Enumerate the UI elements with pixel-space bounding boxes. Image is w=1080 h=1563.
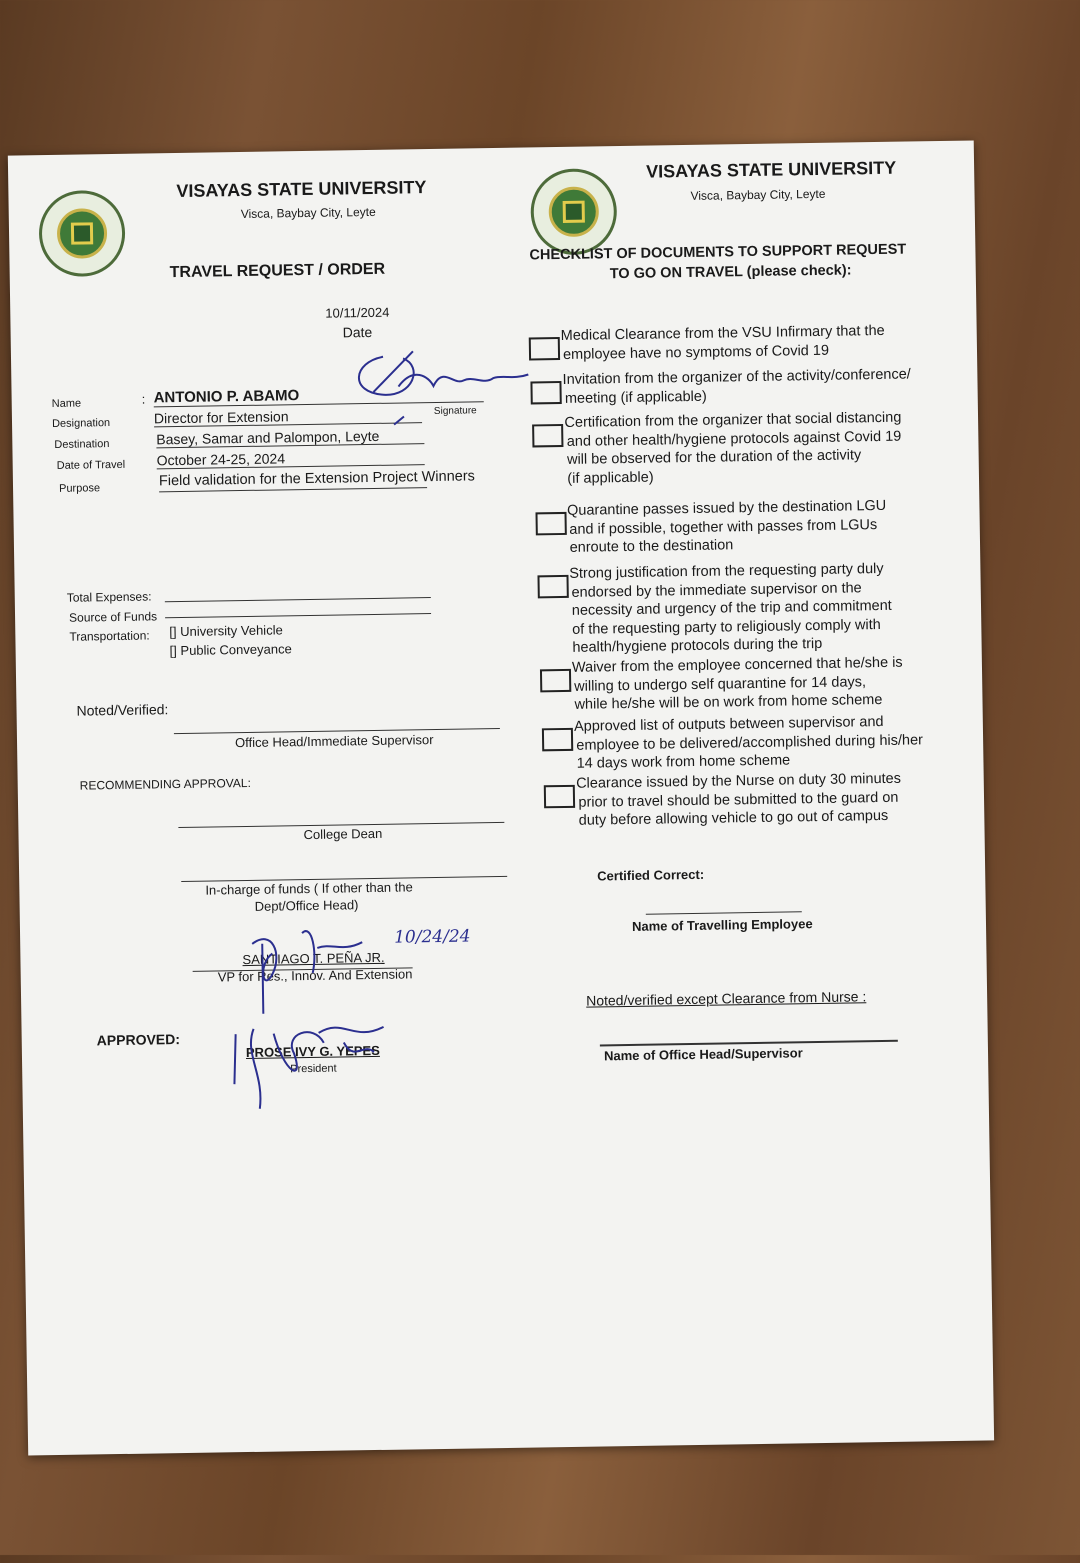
checklist-checkbox[interactable] [542,728,573,751]
form-title: TRAVEL REQUEST / ORDER [169,260,386,282]
purpose-label: Purpose [58,482,101,495]
checklist-item-line: employee have no symptoms of Covid 19 [562,342,830,363]
noted-except-nurse-label: Noted/verified except Clearance from Nurse : [586,988,867,1009]
checklist-item [569,560,892,658]
university-address-right: Visca, Baybay City, Leyte [690,186,826,203]
checklist-item-line: 14 days work from home scheme [576,752,791,772]
applicant-signature [343,344,534,427]
colon: : [141,391,146,407]
checklist-item [561,322,886,364]
checklist-item [576,770,902,831]
checklist-checkbox[interactable] [532,424,563,447]
checklist-item-line: Certification from the organizer that social distancing [564,409,902,431]
checklist-checkbox[interactable] [535,512,566,535]
signature-label: Signature [433,405,477,417]
president-signature [223,1012,405,1115]
incharge-label-2: Dept/Office Head) [254,897,359,914]
university-name-left: VISAYAS STATE UNIVERSITY [176,177,427,202]
checklist-item [562,365,911,407]
designation-value: Director for Extension [154,406,422,427]
checklist-item [574,712,923,773]
checklist-title-1: CHECKLIST OF DOCUMENTS TO SUPPORT REQUEST [529,241,907,264]
recommending-approval-label: RECOMMENDING APPROVAL: [79,775,251,793]
approved-label: APPROVED: [96,1031,181,1049]
name-value: ANTONIO P. ABAMO [154,384,484,407]
checklist-item-line: while he/she will be on work from home scheme [574,691,883,713]
checklist-item-line: will be observed for the duration of the activity [566,447,862,468]
purpose-value: Field validation for the Extension Project Winners [158,468,475,490]
date-of-travel-label: Date of Travel [56,458,126,472]
checklist-item-line: Waiver from the employee concerned that he/she is [571,654,903,676]
checklist-item-line: and if possible, together with passes from LGUs [569,516,878,538]
checklist-item-line: prior to travel should be submitted to the guard on [578,789,899,811]
president-name: PROSE IVY G. YEPES [245,1042,380,1061]
source-of-funds-label: Source of Funds [68,609,158,625]
checklist-checkbox[interactable] [531,381,562,404]
date-of-travel-value: October 24-25, 2024 [156,448,424,469]
checklist-item [572,654,904,715]
checklist-checkbox[interactable] [540,669,571,692]
checklist-item-line: health/hygiene protocols during the trip [572,635,823,656]
travelling-employee-label: Name of Travelling Employee [631,916,813,934]
office-head-label: Office Head/Immediate Supervisor [234,732,434,751]
checklist-checkbox[interactable] [537,575,568,598]
checklist-title-2: TO GO ON TRAVEL (please check): [609,262,852,283]
checklist-item-line: willing to undergo self quarantine for 14 days, [574,673,867,695]
checklist-item-line: meeting (if applicable) [564,388,707,407]
designation-label: Designation [51,417,111,430]
checklist-item-line: necessity and urgency of the trip and commitment [571,597,892,619]
college-dean-label: College Dean [303,825,383,843]
date-label: Date [342,323,373,341]
option-public-conveyance[interactable]: [] Public Conveyance [169,641,292,659]
checklist-item-line: Strong justification from the requesting party duly [569,560,884,582]
destination-label: Destination [54,438,110,451]
checklist-item-line: (if applicable) [567,469,654,487]
checklist-item-line: endorsed by the immediate supervisor on the [571,579,862,601]
university-address-left: Visca, Baybay City, Leyte [240,204,376,221]
president-title: President [290,1062,337,1076]
checklist-item-line: Clearance issued by the Nurse on duty 30 minutes [576,770,902,792]
incharge-label-1: In-charge of funds ( If other than the [205,879,413,898]
certified-correct-label: Certified Correct: [597,866,705,884]
vp-signature [242,922,374,1024]
checklist-item-line: and other health/hygiene protocols against Covid 19 [566,428,902,450]
checklist-item-line: of the requesting party to religiously comply with [571,616,881,638]
total-expenses-label: Total Expenses: [66,589,152,605]
checklist-item-line: employee to be delivered/accomplished during his/her [576,731,924,754]
checklist-item [567,497,887,558]
option-university-vehicle[interactable]: [] University Vehicle [169,622,283,640]
transportation-label: Transportation: [69,628,150,644]
checklist-item-line: enroute to the destination [569,537,734,556]
destination-value: Basey, Samar and Palompon, Leyte [156,427,424,448]
checklist-item-line: Invitation from the organizer of the activity/conference/ [562,366,911,388]
checklist-item-line: duty before allowing vehicle to go out of campus [578,807,889,829]
checklist-item-line: Approved list of outputs between supervisor and [573,713,884,735]
university-name-right: VISAYAS STATE UNIVERSITY [645,157,897,182]
name-label: Name [51,397,82,410]
checklist-item-line: Quarantine passes issued by the destination LGU [566,497,887,519]
vp-title: VP for Res., Innov. And Extension [217,966,413,985]
vp-name: SANTIAGO T. PEÑA JR. [242,949,385,968]
noted-verified-label: Noted/Verified: [76,701,169,719]
vp-handwritten-date: 10/24/24 [393,926,471,948]
checklist-checkbox[interactable] [544,785,575,808]
checklist-item-line: Medical Clearance from the VSU Infirmary that the [560,322,885,344]
date-value: 10/11/2024 [325,304,390,321]
checklist-checkbox[interactable] [529,337,560,360]
checklist-item [564,409,902,488]
office-head-supervisor-label: Name of Office Head/Supervisor [603,1045,803,1064]
